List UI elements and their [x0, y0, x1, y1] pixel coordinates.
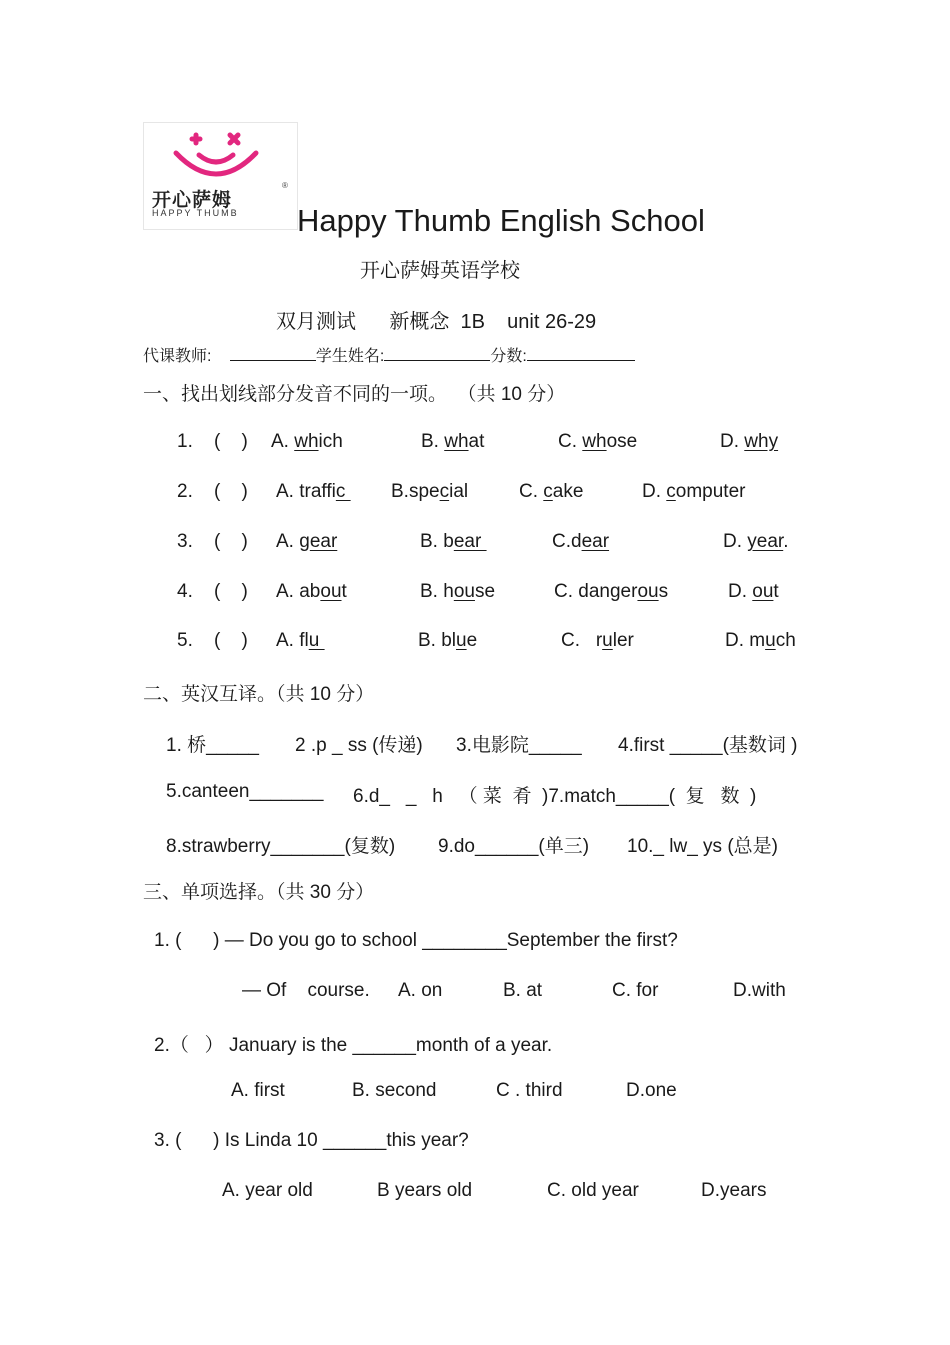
s1-option-underlined: ear	[453, 531, 487, 552]
s1-option-prefix: D.	[728, 581, 753, 602]
s1-option-suffix: omputer	[675, 481, 746, 502]
s3-question-stem: 1. ( ) — Do you go to school ________September the first?	[154, 930, 678, 951]
s1-option-prefix: C. r	[561, 630, 603, 651]
s1-option-suffix: se	[474, 581, 496, 602]
s1-option-prefix: D. m	[725, 630, 766, 651]
s1-option-prefix: A.	[271, 431, 295, 452]
s2-item: 2 .p _ ss (传递)	[295, 735, 423, 756]
s1-option	[421, 431, 484, 453]
s1-option	[720, 431, 778, 453]
s1-option-prefix: D.	[642, 481, 667, 502]
s1-option-suffix: e	[466, 630, 478, 651]
s1-answer-paren[interactable]: ( )	[214, 431, 248, 452]
s3-question-stem: 2.（ ） January is the ______month of a year.	[154, 1035, 553, 1056]
s2-item: 1. 桥_____	[166, 735, 259, 756]
s1-answer-paren[interactable]: ( )	[214, 581, 248, 602]
s1-question-number: 2.	[177, 481, 193, 502]
s1-option-suffix: ake	[552, 481, 584, 502]
s3-option: C. for	[612, 980, 659, 1001]
s1-option	[561, 630, 634, 652]
s1-answer-paren[interactable]: ( )	[214, 531, 248, 552]
s3-option: B. at	[503, 980, 543, 1001]
s1-option-underlined: year	[747, 531, 784, 552]
s2-item: 5.canteen_______	[166, 781, 324, 802]
s1-option-suffix: t	[773, 581, 779, 602]
s1-option-prefix: B. b	[420, 531, 454, 552]
s1-option-prefix: D.	[720, 431, 745, 452]
s3-option: D.years	[701, 1180, 767, 1201]
s1-option-suffix: ich	[318, 431, 343, 452]
score-label: 分数:	[490, 348, 527, 365]
s1-option-prefix: A. traffi	[276, 481, 336, 502]
s1-option-suffix: .	[783, 531, 789, 552]
s1-option	[276, 630, 325, 652]
s2-item: 6.d_ _ h （ 菜 肴 )7.match_____( 复 数 )	[353, 786, 757, 807]
s1-option	[391, 481, 468, 503]
test-title: 双月测试 新概念 1B unit 26-29	[276, 311, 597, 333]
s1-option	[418, 630, 477, 652]
s2-item: 4.first _____(基数词 )	[618, 735, 798, 756]
s1-option-underlined: ear	[309, 531, 338, 552]
school-logo	[143, 122, 298, 230]
s1-option	[276, 581, 347, 603]
s3-option: D.one	[626, 1080, 677, 1101]
s1-option-suffix: s	[658, 581, 669, 602]
s1-option	[728, 581, 779, 603]
s1-option-underlined: c	[666, 481, 676, 502]
s1-option-prefix: C.	[558, 431, 583, 452]
s3-option: A. on	[398, 980, 443, 1001]
s1-option	[554, 581, 668, 603]
s2-item: 8.strawberry_______(复数)	[166, 836, 396, 857]
s1-option-suffix: ler	[612, 630, 634, 651]
s1-option-prefix: B. bl	[418, 630, 457, 651]
s3-option: B years old	[377, 1180, 473, 1201]
s1-option	[519, 481, 583, 503]
s1-option-prefix: B.spe	[391, 481, 440, 502]
s1-option-underlined: wh	[294, 431, 319, 452]
s1-option-underlined: c	[439, 481, 450, 502]
s1-option-suffix: ial	[449, 481, 469, 502]
s1-option-underlined: ou	[320, 581, 342, 602]
student-blank[interactable]	[384, 344, 490, 361]
s3-question-stem: 3. ( ) Is Linda 10 ______this year?	[154, 1130, 469, 1151]
s3-option: C. old year	[547, 1180, 639, 1201]
s2-item: 10._ lw_ ys (总是)	[627, 836, 778, 857]
s1-option-prefix: C. danger	[554, 581, 638, 602]
s1-option-prefix: B. h	[420, 581, 454, 602]
s1-option-underlined: ou	[752, 581, 774, 602]
student-info-line	[143, 343, 635, 366]
s1-option	[271, 431, 343, 453]
s1-option-suffix: at	[468, 431, 485, 452]
s1-option-prefix: D.	[723, 531, 748, 552]
s1-option	[420, 581, 495, 603]
section2-heading: 二、英汉互译。（共 10 分）	[143, 684, 375, 705]
section3-heading: 三、单项选择。（共 30 分）	[143, 882, 375, 903]
s1-option-suffix: ose	[606, 431, 638, 452]
s1-option-suffix: t	[341, 581, 347, 602]
s1-option-underlined: u	[765, 630, 776, 651]
school-title: Happy Thumb English School	[297, 203, 705, 238]
s1-option-prefix: A. fl	[276, 630, 309, 651]
s1-question-number: 3.	[177, 531, 193, 552]
s1-option-underlined: ou	[637, 581, 659, 602]
s1-option-underlined: c	[335, 481, 351, 502]
teacher-blank[interactable]	[230, 344, 316, 361]
s1-option-underlined: why	[744, 431, 779, 452]
s1-answer-paren[interactable]: ( )	[214, 630, 248, 651]
score-blank[interactable]	[527, 344, 635, 361]
s1-question-number: 4.	[177, 581, 193, 602]
s1-question-number: 1.	[177, 431, 193, 452]
s1-option-underlined: wh	[444, 431, 469, 452]
s3-answer-line: — Of course.	[242, 980, 370, 1001]
s1-option-prefix: A. g	[276, 531, 310, 552]
s1-option	[642, 481, 745, 503]
s1-option-underlined: ou	[453, 581, 475, 602]
s1-answer-paren[interactable]: ( )	[214, 481, 248, 502]
s1-option	[558, 431, 637, 453]
s1-option	[725, 630, 796, 652]
s1-option-underlined: c	[543, 481, 553, 502]
s3-option: D.with	[733, 980, 786, 1001]
s1-option	[276, 531, 337, 553]
student-label: 学生姓名:	[315, 348, 385, 365]
s3-option: A. first	[231, 1080, 285, 1101]
s1-option-underlined: u	[602, 630, 613, 651]
s1-option	[723, 531, 788, 553]
s2-item: 3.电影院_____	[456, 735, 582, 756]
s1-option-suffix: ch	[775, 630, 796, 651]
s1-option-underlined: ear	[581, 531, 610, 552]
s3-option: C . third	[496, 1080, 563, 1101]
s1-option-prefix: B.	[421, 431, 445, 452]
s1-option	[276, 481, 351, 503]
logo-text: 开心萨姆	[152, 190, 233, 211]
logo-subtext: HAPPY THUMB	[152, 208, 239, 218]
s3-option: B. second	[352, 1080, 437, 1101]
s1-option-prefix: C.	[519, 481, 544, 502]
s3-option: A. year old	[222, 1180, 313, 1201]
school-subtitle: 开心萨姆英语学校	[360, 260, 520, 282]
s1-question-number: 5.	[177, 630, 193, 651]
s2-item: 9.do______(单三)	[438, 836, 590, 857]
s1-option-underlined: wh	[582, 431, 607, 452]
registered-mark: ®	[282, 181, 288, 190]
s1-option	[420, 531, 487, 553]
s1-option-underlined: u	[456, 630, 467, 651]
section1-heading: 一、找出划线部分发音不同的一项。 （共 10 分）	[143, 384, 566, 405]
s1-option-underlined: u	[308, 630, 325, 651]
teacher-label: 代课教师:	[143, 348, 212, 365]
s1-option-prefix: C.d	[552, 531, 582, 552]
s1-option	[552, 531, 609, 553]
s1-option-prefix: A. ab	[276, 581, 321, 602]
